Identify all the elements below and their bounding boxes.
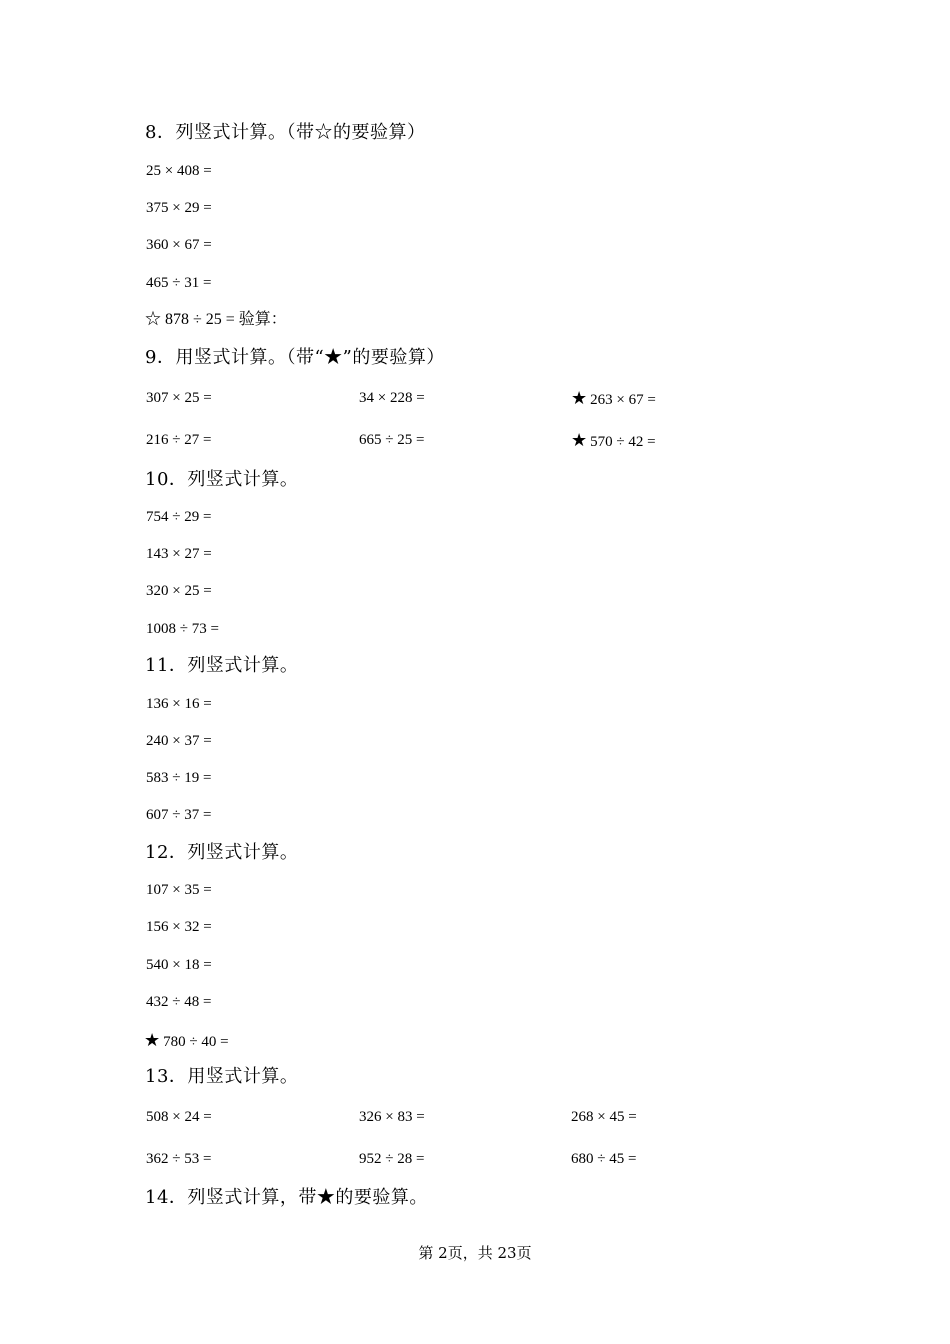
q8-item-4: 465 ÷ 31 = <box>146 275 212 291</box>
q8-check-item: ☆ 878 ÷ 25 = 验算： <box>145 311 287 328</box>
q11-item-4: 607 ÷ 37 = <box>146 807 212 823</box>
question-13-title: 13．用竖式计算。 <box>145 1066 299 1087</box>
q12-item-5-text: 780 ÷ 40 = <box>163 1034 229 1050</box>
question-8-title: 8．列竖式计算。（带☆的要验算） <box>145 122 426 143</box>
q8-item-2: 375 × 29 = <box>146 200 212 216</box>
q13-item-3: 268 × 45 = <box>571 1109 637 1125</box>
q12-item-3: 540 × 18 = <box>146 957 212 973</box>
q13-item-5: 952 ÷ 28 = <box>359 1151 425 1167</box>
question-10-title: 10．列竖式计算。 <box>145 469 299 490</box>
q13-item-4: 362 ÷ 53 = <box>146 1151 212 1167</box>
q13-item-1: 508 × 24 = <box>146 1109 212 1125</box>
q9-item-6-text: 570 ÷ 42 = <box>590 434 656 450</box>
q12-item-1: 107 × 35 = <box>146 882 212 898</box>
q10-item-2: 143 × 27 = <box>146 546 212 562</box>
q12-item-5 <box>144 1031 229 1051</box>
q9-item-1: 307 × 25 = <box>146 390 212 406</box>
question-12-title: 12．列竖式计算。 <box>145 842 299 863</box>
q11-item-2: 240 × 37 = <box>146 733 212 749</box>
question-14-title: 14．列竖式计算，带★的要验算。 <box>145 1187 428 1208</box>
q10-item-4: 1008 ÷ 73 = <box>146 621 219 637</box>
q9-item-6 <box>571 431 656 451</box>
q10-item-1: 754 ÷ 29 = <box>146 509 212 525</box>
q12-item-4: 432 ÷ 48 = <box>146 994 212 1010</box>
question-11-title: 11．列竖式计算。 <box>145 655 299 676</box>
q9-item-3 <box>571 389 656 409</box>
q9-item-3-text: 263 × 67 = <box>590 392 656 408</box>
q11-item-1: 136 × 16 = <box>146 696 212 712</box>
star-icon: ★ <box>144 1030 161 1050</box>
q9-item-5: 665 ÷ 25 = <box>359 432 425 448</box>
q8-item-3: 360 × 67 = <box>146 237 212 253</box>
q13-item-2: 326 × 83 = <box>359 1109 425 1125</box>
q11-item-3: 583 ÷ 19 = <box>146 770 212 786</box>
q13-item-6: 680 ÷ 45 = <box>571 1151 637 1167</box>
star-icon: ★ <box>571 388 588 408</box>
q9-item-2: 34 × 228 = <box>359 390 425 406</box>
q9-item-4: 216 ÷ 27 = <box>146 432 212 448</box>
question-9-title: 9．用竖式计算。（带“★”的要验算） <box>145 347 445 368</box>
star-icon: ★ <box>571 430 588 450</box>
q8-item-1: 25 × 408 = <box>146 163 212 179</box>
q10-item-3: 320 × 25 = <box>146 583 212 599</box>
q12-item-2: 156 × 32 = <box>146 919 212 935</box>
page-footer: 第 2页，共 23页 <box>418 1244 532 1262</box>
